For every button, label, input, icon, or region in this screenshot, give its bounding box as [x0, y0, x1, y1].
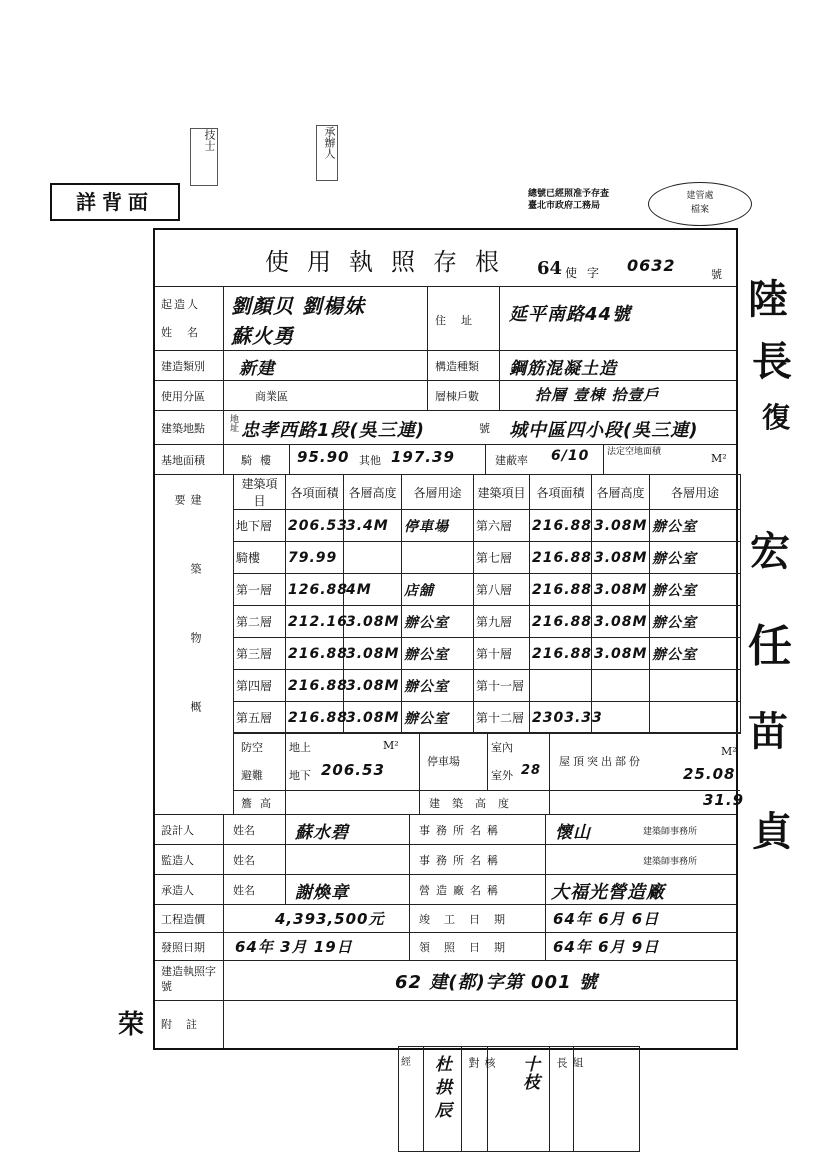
roof-value: 25.08 — [683, 765, 736, 783]
issue-value: 64年 3月 19日 — [235, 938, 353, 956]
floor-row — [234, 542, 741, 574]
designer-office-stamp: 建築師事務所 — [643, 827, 698, 837]
contractor-name-label: 姓名 — [233, 884, 255, 897]
builder-row — [155, 286, 736, 351]
permit-label: 建造執照字號 — [161, 965, 216, 993]
approval-stamp: 總號已經照准予存查 臺北市政府工務局 — [528, 189, 610, 211]
floor-row — [234, 606, 741, 638]
floor-use — [650, 670, 741, 702]
above-label: 地上 — [289, 741, 311, 754]
floor-row — [234, 510, 741, 542]
floor-item: 第一層 — [234, 574, 286, 606]
start-value: 64年 6月 6日 — [553, 910, 660, 928]
floor-area: 206.53 — [286, 510, 344, 542]
floor-row — [234, 638, 741, 670]
shelter-label-2: 避難 — [241, 769, 263, 782]
designer-label: 設計人 — [161, 824, 194, 837]
floor-item: 第八層 — [474, 574, 530, 606]
building-table — [233, 474, 741, 734]
build-type-value: 新建 — [239, 359, 275, 379]
permit-number-prefix: 64 — [537, 258, 563, 279]
shelter-block — [233, 732, 740, 791]
floor-area: 216.88 — [286, 670, 344, 702]
builder-label: 起造人 — [161, 298, 200, 311]
floor-use: 辦公室 — [650, 638, 741, 670]
arcade-label: 騎樓 — [241, 454, 279, 467]
floor-item: 地下層 — [234, 510, 286, 542]
floor-item: 第二層 — [234, 606, 286, 638]
bldg-height-label: 建築高度 — [429, 797, 521, 810]
sig-col1-label: 經 — [401, 1057, 411, 1068]
address-label: 住 址 — [435, 314, 474, 327]
builder-names-2: 蘇火勇 — [231, 324, 294, 348]
open-space-unit: M² — [711, 452, 727, 465]
floor-use: 辦公室 — [650, 510, 741, 542]
floor-area: 2303.33 — [530, 702, 592, 734]
bldg-height-value: 31.9 — [703, 791, 745, 809]
header-use-left: 各層用途 — [402, 475, 474, 510]
floor-area: 126.88 — [286, 574, 344, 606]
floor-use: 停車場 — [402, 510, 474, 542]
floor-height: 3.08M — [592, 606, 650, 638]
floor-item: 第九層 — [474, 606, 530, 638]
issue-label: 發照日期 — [161, 941, 205, 954]
structure-value: 鋼筋混凝土造 — [509, 359, 617, 379]
factory-label: 營造廠名稱 — [419, 884, 504, 897]
name-label: 姓 名 — [161, 326, 200, 339]
floor-use: 辦公室 — [650, 606, 741, 638]
site-sub-label: 地址 — [228, 414, 238, 432]
designer-name-label: 姓名 — [233, 824, 255, 837]
above-unit: M² — [383, 739, 399, 752]
floor-use: 辦公室 — [650, 542, 741, 574]
floor-height: 3.08M — [344, 670, 402, 702]
supervisor-office-label: 事務所名稱 — [419, 854, 504, 867]
site-row — [155, 410, 736, 445]
floor-item: 第十層 — [474, 638, 530, 670]
floor-item: 第六層 — [474, 510, 530, 542]
permit-row — [155, 960, 736, 1001]
form-title: 使用執照存根 — [265, 248, 517, 276]
zone-value: 商業區 — [255, 390, 288, 403]
margin-left-char: 荣 — [118, 1010, 145, 1040]
permit-number-value: 0632 — [627, 256, 676, 275]
floors-value: 拾層 壹棟 拾壹戶 — [535, 386, 660, 404]
supervisor-office-stamp: 建築師事務所 — [643, 857, 698, 867]
floors-label: 層棟戶數 — [435, 390, 479, 403]
eaves-label: 簷高 — [241, 797, 279, 810]
sig-col2-label: 核對 — [467, 1057, 496, 1108]
contractor-row — [155, 874, 736, 905]
detail-on-back-stamp: 詳背面 — [50, 183, 180, 221]
floor-height: 3.08M — [592, 574, 650, 606]
issue-row — [155, 932, 736, 961]
floor-height — [592, 670, 650, 702]
floor-area: 216.88 — [530, 510, 592, 542]
zone-row — [155, 380, 736, 411]
structure-label: 構造種類 — [435, 360, 479, 373]
floor-item: 第五層 — [234, 702, 286, 734]
header-item-right: 建築項目 — [474, 475, 530, 510]
start-label: 竣工日期 — [419, 913, 519, 926]
floor-item: 第十二層 — [474, 702, 530, 734]
floor-item: 第三層 — [234, 638, 286, 670]
base-area-label: 基地面積 — [161, 454, 205, 467]
floor-item: 第七層 — [474, 542, 530, 574]
permit-number-char2: 字 — [587, 266, 600, 280]
floor-height: 4M — [344, 574, 402, 606]
outdoor-value: 28 — [521, 763, 542, 778]
receive-value: 64年 6月 9日 — [553, 938, 660, 956]
margin-char-3: 復 — [762, 401, 791, 434]
lot-label: 號 — [479, 422, 490, 435]
oval-stamp: 建管處 檔案 — [648, 182, 752, 226]
floor-height: 3.08M — [592, 638, 650, 670]
permit-number-char: 使 — [565, 266, 578, 280]
supervisor-name-label: 姓名 — [233, 854, 255, 867]
floor-height: 3.4M — [344, 510, 402, 542]
cost-row — [155, 904, 736, 933]
other-label: 其他 — [359, 454, 381, 467]
floor-use — [650, 702, 741, 734]
open-space-label: 法定空地面積 — [607, 447, 662, 457]
other-value: 197.39 — [391, 448, 455, 466]
header-item-left: 建築項目 — [234, 475, 286, 510]
floor-area: 216.88 — [530, 638, 592, 670]
header-use-right: 各層用途 — [650, 475, 741, 510]
header-height-left: 各層高度 — [344, 475, 402, 510]
margin-char-1: 陸 — [748, 277, 788, 323]
indoor-label: 室內 — [491, 741, 513, 754]
floor-item: 第四層 — [234, 670, 286, 702]
top-note-2: 承辦人 — [316, 125, 338, 181]
floor-area: 212.16 — [286, 606, 344, 638]
sig-col2-value: 十枝 — [519, 1055, 539, 1091]
cost-value: 4,393,500元 — [275, 910, 385, 928]
below-value: 206.53 — [321, 761, 385, 779]
base-area-row — [155, 444, 736, 475]
site-label: 建築地點 — [161, 422, 205, 435]
floor-area: 216.88 — [286, 638, 344, 670]
header-area-left: 各項面積 — [286, 475, 344, 510]
building-summary — [155, 474, 745, 815]
roof-label: 屋頂突出部份 — [559, 755, 643, 768]
coverage-value: 6/10 — [551, 448, 590, 464]
floor-row — [234, 670, 741, 702]
shelter-label-1: 防空 — [241, 741, 263, 754]
build-type-label: 建造類別 — [161, 360, 205, 373]
form-title-bar — [155, 230, 736, 287]
parking-label: 停車場 — [427, 755, 460, 768]
address-value: 延平南路44號 — [509, 304, 632, 325]
supervisor-label: 監造人 — [161, 854, 194, 867]
designer-office: 懷山 — [555, 823, 591, 843]
floor-use: 辦公室 — [402, 670, 474, 702]
receive-label: 領照日期 — [419, 941, 519, 954]
floor-use: 辦公室 — [402, 702, 474, 734]
cost-label: 工程造價 — [161, 913, 205, 926]
sig-col3-label: 組長 — [555, 1057, 584, 1108]
permit-value: 62 建(都)字第 001 號 — [395, 972, 598, 993]
floor-area — [530, 670, 592, 702]
site-value: 忠孝西路1段(吳三連) — [241, 420, 425, 441]
arcade-value: 95.90 — [297, 448, 350, 466]
floor-use: 辦公室 — [650, 574, 741, 606]
note-row — [155, 1000, 736, 1048]
lot-value: 城中區四小段(吳三連) — [509, 420, 699, 441]
floor-row — [234, 574, 741, 606]
floor-area: 79.99 — [286, 542, 344, 574]
floor-item: 第十一層 — [474, 670, 530, 702]
contractor-factory: 大福光營造廠 — [551, 882, 665, 903]
height-row — [233, 790, 745, 815]
floor-use: 店舖 — [402, 574, 474, 606]
contractor-label: 承造人 — [161, 884, 194, 897]
header-height-right: 各層高度 — [592, 475, 650, 510]
top-note-1: 技士 — [190, 128, 218, 186]
builder-names-1: 劉顏贝 劉楊妹 — [231, 294, 365, 318]
floor-area: 216.88 — [530, 542, 592, 574]
floor-area: 216.88 — [530, 574, 592, 606]
note-label: 附註 — [161, 1018, 211, 1031]
margin-char-4: 宏 — [750, 529, 790, 575]
floor-height: 3.08M — [592, 510, 650, 542]
roof-unit: M² — [721, 745, 737, 758]
designer-name: 蘇水碧 — [295, 823, 349, 843]
header-area-right: 各項面積 — [530, 475, 592, 510]
supervisor-row — [155, 844, 736, 875]
floor-height — [344, 542, 402, 574]
designer-office-label: 事務所名稱 — [419, 824, 504, 837]
below-label: 地下 — [289, 769, 311, 782]
sig-col1-value: 杜拱辰 — [431, 1055, 451, 1124]
zone-label: 使用分區 — [161, 390, 205, 403]
permit-number-suffix: 號 — [711, 268, 722, 281]
floor-height: 3.08M — [344, 638, 402, 670]
floor-height: 3.08M — [344, 702, 402, 734]
floor-use: 辦公室 — [402, 638, 474, 670]
margin-char-6: 苗 — [748, 709, 788, 755]
floor-row — [234, 702, 741, 734]
permit-form — [153, 228, 745, 1050]
designer-row — [155, 814, 736, 845]
floor-height: 3.08M — [344, 606, 402, 638]
floor-area: 216.88 — [530, 606, 592, 638]
floor-use: 辦公室 — [402, 606, 474, 638]
floor-item: 騎樓 — [234, 542, 286, 574]
coverage-label: 建蔽率 — [495, 454, 528, 467]
build-type-row — [155, 350, 736, 381]
building-section-label: 建築物概要 — [173, 494, 202, 770]
outdoor-label: 室外 — [491, 769, 513, 782]
floor-height: 3.08M — [592, 542, 650, 574]
floor-area: 216.88 — [286, 702, 344, 734]
signature-box — [398, 1046, 640, 1152]
margin-char-2: 長 — [752, 339, 792, 385]
contractor-name: 謝煥章 — [295, 883, 349, 903]
margin-char-7: 貞 — [752, 809, 792, 855]
floor-use — [402, 542, 474, 574]
margin-char-5: 任 — [748, 621, 792, 672]
